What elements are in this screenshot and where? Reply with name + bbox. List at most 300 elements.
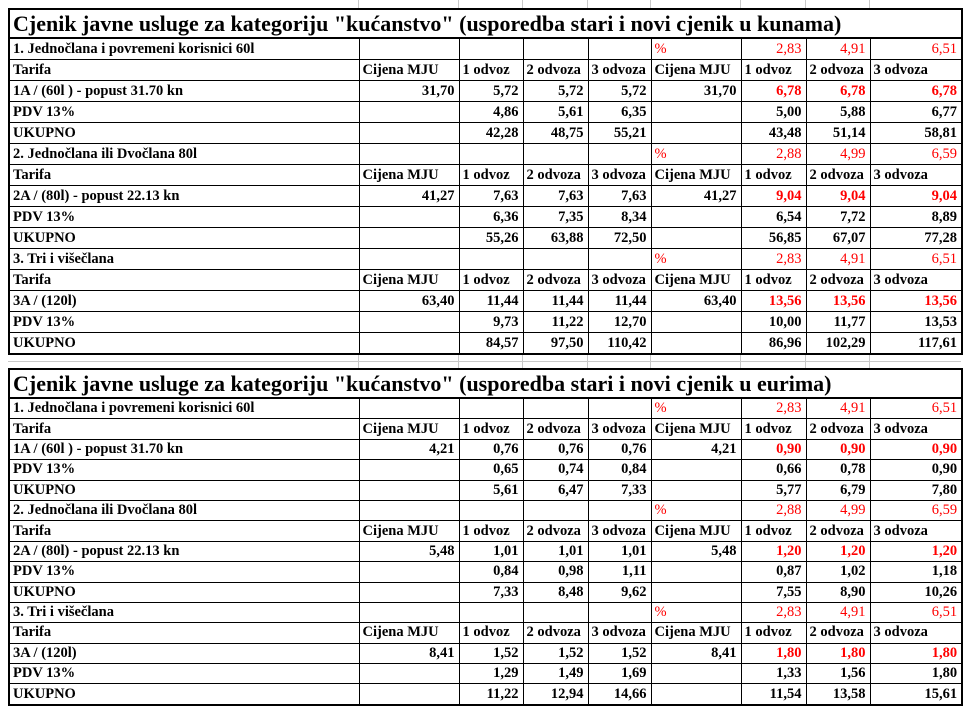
table-title: Cjenik javne usluge za kategoriju "kućanstvo" (usporedba stari i novi cjenik u kunama): [9, 9, 962, 38]
table-title-row: [9, 9, 962, 38]
column-header-row: [9, 60, 962, 81]
percent-value-cell: 4,91: [806, 398, 870, 419]
data-row: [9, 333, 962, 355]
empty-cell: [588, 249, 651, 270]
table-title-row: [9, 369, 962, 398]
value-cell: 7,55: [741, 582, 806, 602]
value-cell: 1,56: [806, 664, 870, 684]
empty-cell: [651, 102, 741, 123]
value-cell: 6,78: [741, 81, 806, 102]
value-cell: 7,72: [806, 207, 870, 228]
empty-cell: [359, 207, 459, 228]
value-cell: 4,21: [651, 439, 741, 459]
column-header-cell: 3 odvoza: [588, 60, 651, 81]
empty-cell: [359, 460, 459, 480]
empty-cell: [359, 664, 459, 684]
percent-value-cell: 6,51: [870, 602, 962, 622]
empty-cell: [588, 500, 651, 520]
row-label-cell: 1A / (60l ) - popust 31.70 kn: [9, 81, 359, 102]
section-percent-row: [9, 38, 962, 60]
value-cell: 8,41: [651, 643, 741, 663]
value-cell: 7,35: [523, 207, 588, 228]
column-header-cell: 2 odvoza: [806, 270, 870, 291]
empty-cell: [359, 144, 459, 165]
value-cell: 13,56: [741, 291, 806, 312]
empty-cell: [651, 123, 741, 144]
value-cell: 67,07: [806, 228, 870, 249]
section-label-cell: 1. Jednočlana i povremeni korisnici 60l: [9, 38, 359, 60]
column-header-cell: 1 odvoz: [459, 270, 523, 291]
column-header-cell: 3 odvoza: [588, 419, 651, 439]
value-cell: 4,21: [359, 439, 459, 459]
value-cell: 6,47: [523, 480, 588, 500]
row-label-cell: PDV 13%: [9, 460, 359, 480]
column-header-cell: Cijena MJU: [359, 270, 459, 291]
percent-value-cell: 4,91: [806, 249, 870, 270]
value-cell: 55,21: [588, 123, 651, 144]
value-cell: 5,61: [459, 480, 523, 500]
percent-symbol-cell: %: [651, 249, 741, 270]
price-table-euro-body: [9, 369, 962, 705]
value-cell: 1,01: [459, 541, 523, 561]
percent-value-cell: 2,83: [741, 38, 806, 60]
value-cell: 1,52: [459, 643, 523, 663]
value-cell: 0,76: [588, 439, 651, 459]
percent-symbol-cell: %: [651, 398, 741, 419]
empty-cell: [459, 249, 523, 270]
column-header-cell: 2 odvoza: [523, 521, 588, 541]
empty-cell: [523, 398, 588, 419]
value-cell: 5,61: [523, 102, 588, 123]
column-header-cell: 1 odvoz: [741, 419, 806, 439]
value-cell: 5,72: [523, 81, 588, 102]
value-cell: 11,44: [588, 291, 651, 312]
column-header-cell: 1 odvoz: [459, 419, 523, 439]
empty-cell: [523, 38, 588, 60]
row-label-cell: UKUPNO: [9, 480, 359, 500]
price-table-euro: [8, 368, 963, 706]
column-header-cell: 3 odvoza: [588, 165, 651, 186]
value-cell: 51,14: [806, 123, 870, 144]
value-cell: 9,04: [870, 186, 962, 207]
value-cell: 9,73: [459, 312, 523, 333]
empty-cell: [359, 123, 459, 144]
column-header-cell: 1 odvoz: [459, 521, 523, 541]
row-label-cell: PDV 13%: [9, 312, 359, 333]
value-cell: 11,77: [806, 312, 870, 333]
value-cell: 56,85: [741, 228, 806, 249]
column-header-cell: 1 odvoz: [741, 623, 806, 643]
value-cell: 42,28: [459, 123, 523, 144]
column-header-cell: 2 odvoza: [806, 419, 870, 439]
empty-cell: [523, 500, 588, 520]
empty-cell: [651, 582, 741, 602]
empty-cell: [651, 312, 741, 333]
row-label-cell: PDV 13%: [9, 562, 359, 582]
value-cell: 31,70: [651, 81, 741, 102]
value-cell: 5,88: [806, 102, 870, 123]
value-cell: 8,89: [870, 207, 962, 228]
value-cell: 13,58: [806, 684, 870, 705]
percent-value-cell: 6,59: [870, 144, 962, 165]
value-cell: 43,48: [741, 123, 806, 144]
data-row: [9, 291, 962, 312]
value-cell: 11,22: [459, 684, 523, 705]
value-cell: 72,50: [588, 228, 651, 249]
value-cell: 1,02: [806, 562, 870, 582]
value-cell: 9,04: [806, 186, 870, 207]
value-cell: 6,78: [870, 81, 962, 102]
gridline-tick: [587, 0, 588, 8]
empty-cell: [359, 228, 459, 249]
value-cell: 0,76: [523, 439, 588, 459]
value-cell: 1,52: [588, 643, 651, 663]
data-row: [9, 684, 962, 705]
value-cell: 63,40: [651, 291, 741, 312]
row-label-cell: 2A / (80l) - popust 22.13 kn: [9, 541, 359, 561]
value-cell: 0,76: [459, 439, 523, 459]
column-header-cell: Cijena MJU: [359, 60, 459, 81]
column-header-row: [9, 270, 962, 291]
value-cell: 1,29: [459, 664, 523, 684]
data-row: [9, 541, 962, 561]
empty-cell: [651, 207, 741, 228]
column-header-cell: 2 odvoza: [523, 270, 588, 291]
value-cell: 0,98: [523, 562, 588, 582]
empty-cell: [651, 562, 741, 582]
data-row: [9, 102, 962, 123]
data-row: [9, 562, 962, 582]
column-header-cell: Cijena MJU: [651, 60, 741, 81]
data-row: [9, 480, 962, 500]
empty-cell: [523, 144, 588, 165]
value-cell: 13,56: [806, 291, 870, 312]
value-cell: 1,11: [588, 562, 651, 582]
percent-value-cell: 2,83: [741, 602, 806, 622]
empty-cell: [359, 398, 459, 419]
gridline-tick: [522, 0, 523, 8]
column-header-cell: 2 odvoza: [523, 60, 588, 81]
value-cell: 1,18: [870, 562, 962, 582]
value-cell: 77,28: [870, 228, 962, 249]
column-header-cell: 2 odvoza: [523, 165, 588, 186]
value-cell: 8,34: [588, 207, 651, 228]
value-cell: 13,53: [870, 312, 962, 333]
empty-cell: [359, 602, 459, 622]
data-row: [9, 460, 962, 480]
column-header-cell: 2 odvoza: [806, 623, 870, 643]
value-cell: 1,20: [741, 541, 806, 561]
value-cell: 6,36: [459, 207, 523, 228]
empty-cell: [359, 38, 459, 60]
section-label-cell: 2. Jednočlana ili Dvočlana 80l: [9, 144, 359, 165]
empty-cell: [588, 38, 651, 60]
data-row: [9, 186, 962, 207]
percent-value-cell: 6,59: [870, 500, 962, 520]
value-cell: 6,35: [588, 102, 651, 123]
value-cell: 0,90: [870, 460, 962, 480]
value-cell: 5,77: [741, 480, 806, 500]
empty-cell: [523, 602, 588, 622]
value-cell: 0,84: [459, 562, 523, 582]
percent-value-cell: 4,99: [806, 144, 870, 165]
value-cell: 1,80: [741, 643, 806, 663]
value-cell: 10,00: [741, 312, 806, 333]
row-label-cell: UKUPNO: [9, 333, 359, 355]
column-header-row: [9, 623, 962, 643]
percent-symbol-cell: %: [651, 38, 741, 60]
column-header-cell: Cijena MJU: [651, 419, 741, 439]
empty-cell: [359, 684, 459, 705]
empty-cell: [359, 500, 459, 520]
value-cell: 41,27: [651, 186, 741, 207]
column-header-cell: Cijena MJU: [651, 623, 741, 643]
row-label-cell: 2A / (80l) - popust 22.13 kn: [9, 186, 359, 207]
value-cell: 13,56: [870, 291, 962, 312]
value-cell: 1,80: [806, 643, 870, 663]
value-cell: 9,62: [588, 582, 651, 602]
percent-value-cell: 2,88: [741, 144, 806, 165]
empty-cell: [651, 228, 741, 249]
column-header-cell: 2 odvoza: [806, 521, 870, 541]
value-cell: 63,40: [359, 291, 459, 312]
value-cell: 48,75: [523, 123, 588, 144]
column-header-cell: 2 odvoza: [806, 60, 870, 81]
column-header-row: [9, 521, 962, 541]
column-header-row: [9, 165, 962, 186]
column-header-cell: 3 odvoza: [870, 623, 962, 643]
column-header-cell: Tarifa: [9, 165, 359, 186]
data-row: [9, 312, 962, 333]
percent-value-cell: 2,83: [741, 249, 806, 270]
value-cell: 41,27: [359, 186, 459, 207]
value-cell: 7,80: [870, 480, 962, 500]
value-cell: 0,65: [459, 460, 523, 480]
percent-value-cell: 2,88: [741, 500, 806, 520]
value-cell: 12,70: [588, 312, 651, 333]
gridline-tick: [458, 0, 459, 8]
gridline-tick: [869, 0, 870, 8]
column-header-cell: Cijena MJU: [359, 419, 459, 439]
column-header-cell: Cijena MJU: [651, 270, 741, 291]
value-cell: 0,66: [741, 460, 806, 480]
column-header-cell: 3 odvoza: [870, 60, 962, 81]
column-header-cell: 3 odvoza: [870, 165, 962, 186]
percent-value-cell: 2,83: [741, 398, 806, 419]
empty-cell: [588, 144, 651, 165]
value-cell: 0,74: [523, 460, 588, 480]
empty-cell: [588, 602, 651, 622]
value-cell: 5,00: [741, 102, 806, 123]
value-cell: 0,90: [870, 439, 962, 459]
empty-cell: [459, 500, 523, 520]
gridline-tick: [358, 0, 359, 8]
column-header-cell: Tarifa: [9, 270, 359, 291]
row-label-cell: UKUPNO: [9, 684, 359, 705]
percent-value-cell: 4,91: [806, 602, 870, 622]
column-header-cell: 2 odvoza: [806, 165, 870, 186]
value-cell: 0,78: [806, 460, 870, 480]
column-header-cell: 1 odvoz: [459, 60, 523, 81]
column-header-cell: 2 odvoza: [523, 419, 588, 439]
data-row: [9, 123, 962, 144]
column-header-cell: 2 odvoza: [523, 623, 588, 643]
section-label-cell: 3. Tri i višečlana: [9, 249, 359, 270]
column-header-cell: Cijena MJU: [359, 623, 459, 643]
column-header-cell: 3 odvoza: [588, 521, 651, 541]
empty-cell: [359, 582, 459, 602]
column-header-cell: 3 odvoza: [870, 521, 962, 541]
value-cell: 102,29: [806, 333, 870, 355]
column-header-cell: 1 odvoz: [741, 270, 806, 291]
empty-cell: [651, 684, 741, 705]
value-cell: 5,48: [359, 541, 459, 561]
empty-cell: [359, 333, 459, 355]
empty-cell: [651, 333, 741, 355]
row-label-cell: PDV 13%: [9, 207, 359, 228]
value-cell: 84,57: [459, 333, 523, 355]
value-cell: 6,78: [806, 81, 870, 102]
value-cell: 110,42: [588, 333, 651, 355]
value-cell: 11,44: [523, 291, 588, 312]
percent-value-cell: 4,99: [806, 500, 870, 520]
percent-symbol-cell: %: [651, 500, 741, 520]
section-label-cell: 1. Jednočlana i povremeni korisnici 60l: [9, 398, 359, 419]
value-cell: 1,20: [870, 541, 962, 561]
value-cell: 6,77: [870, 102, 962, 123]
value-cell: 63,88: [523, 228, 588, 249]
value-cell: 31,70: [359, 81, 459, 102]
price-table-kuna: [8, 8, 963, 355]
data-row: [9, 207, 962, 228]
empty-cell: [359, 249, 459, 270]
value-cell: 1,49: [523, 664, 588, 684]
value-cell: 1,20: [806, 541, 870, 561]
value-cell: 4,86: [459, 102, 523, 123]
percent-symbol-cell: %: [651, 144, 741, 165]
row-label-cell: PDV 13%: [9, 664, 359, 684]
column-header-cell: Tarifa: [9, 521, 359, 541]
empty-cell: [523, 249, 588, 270]
percent-value-cell: 6,51: [870, 398, 962, 419]
column-header-cell: Tarifa: [9, 623, 359, 643]
column-header-cell: Cijena MJU: [359, 521, 459, 541]
value-cell: 12,94: [523, 684, 588, 705]
empty-cell: [651, 460, 741, 480]
section-percent-row: [9, 144, 962, 165]
value-cell: 1,01: [523, 541, 588, 561]
row-label-cell: PDV 13%: [9, 102, 359, 123]
empty-cell: [651, 664, 741, 684]
percent-value-cell: 6,51: [870, 38, 962, 60]
value-cell: 11,54: [741, 684, 806, 705]
gap-gridline: [8, 361, 961, 362]
data-row: [9, 643, 962, 663]
data-row: [9, 81, 962, 102]
value-cell: 11,22: [523, 312, 588, 333]
row-label-cell: UKUPNO: [9, 228, 359, 249]
value-cell: 0,90: [806, 439, 870, 459]
column-header-cell: Tarifa: [9, 60, 359, 81]
value-cell: 1,52: [523, 643, 588, 663]
value-cell: 86,96: [741, 333, 806, 355]
gridline-tick: [650, 0, 651, 8]
column-header-cell: 3 odvoza: [870, 419, 962, 439]
empty-cell: [359, 480, 459, 500]
column-header-cell: Cijena MJU: [651, 521, 741, 541]
value-cell: 0,90: [741, 439, 806, 459]
row-label-cell: UKUPNO: [9, 582, 359, 602]
value-cell: 1,33: [741, 664, 806, 684]
data-row: [9, 439, 962, 459]
value-cell: 14,66: [588, 684, 651, 705]
value-cell: 7,33: [459, 582, 523, 602]
table-title: Cjenik javne usluge za kategoriju "kućanstvo" (usporedba stari i novi cjenik u eurima): [9, 369, 962, 398]
value-cell: 11,44: [459, 291, 523, 312]
percent-value-cell: 4,91: [806, 38, 870, 60]
section-label-cell: 2. Jednočlana ili Dvočlana 80l: [9, 500, 359, 520]
column-header-cell: 1 odvoz: [741, 60, 806, 81]
value-cell: 8,41: [359, 643, 459, 663]
empty-cell: [459, 602, 523, 622]
column-header-cell: Cijena MJU: [359, 165, 459, 186]
empty-cell: [651, 480, 741, 500]
value-cell: 15,61: [870, 684, 962, 705]
empty-cell: [459, 398, 523, 419]
column-header-cell: 3 odvoza: [870, 270, 962, 291]
data-row: [9, 228, 962, 249]
empty-cell: [359, 562, 459, 582]
column-header-cell: 1 odvoz: [459, 165, 523, 186]
row-label-cell: 1A / (60l ) - popust 31.70 kn: [9, 439, 359, 459]
value-cell: 1,80: [870, 664, 962, 684]
column-header-cell: 3 odvoza: [588, 270, 651, 291]
value-cell: 7,63: [459, 186, 523, 207]
value-cell: 7,63: [523, 186, 588, 207]
section-percent-row: [9, 602, 962, 622]
value-cell: 58,81: [870, 123, 962, 144]
value-cell: 1,80: [870, 643, 962, 663]
value-cell: 0,87: [741, 562, 806, 582]
empty-cell: [359, 312, 459, 333]
row-label-cell: 3A / (120l): [9, 291, 359, 312]
value-cell: 6,54: [741, 207, 806, 228]
data-row: [9, 664, 962, 684]
value-cell: 6,79: [806, 480, 870, 500]
percent-value-cell: 6,51: [870, 249, 962, 270]
column-header-cell: 1 odvoz: [741, 521, 806, 541]
percent-symbol-cell: %: [651, 602, 741, 622]
column-header-cell: 3 odvoza: [588, 623, 651, 643]
column-header-cell: 1 odvoz: [459, 623, 523, 643]
value-cell: 0,84: [588, 460, 651, 480]
value-cell: 5,48: [651, 541, 741, 561]
value-cell: 9,04: [741, 186, 806, 207]
section-label-cell: 3. Tri i višečlana: [9, 602, 359, 622]
row-label-cell: UKUPNO: [9, 123, 359, 144]
value-cell: 8,48: [523, 582, 588, 602]
section-percent-row: [9, 249, 962, 270]
value-cell: 8,90: [806, 582, 870, 602]
value-cell: 10,26: [870, 582, 962, 602]
value-cell: 1,01: [588, 541, 651, 561]
empty-cell: [588, 398, 651, 419]
data-row: [9, 582, 962, 602]
value-cell: 7,63: [588, 186, 651, 207]
value-cell: 7,33: [588, 480, 651, 500]
gridline-tick: [805, 0, 806, 8]
section-percent-row: [9, 500, 962, 520]
